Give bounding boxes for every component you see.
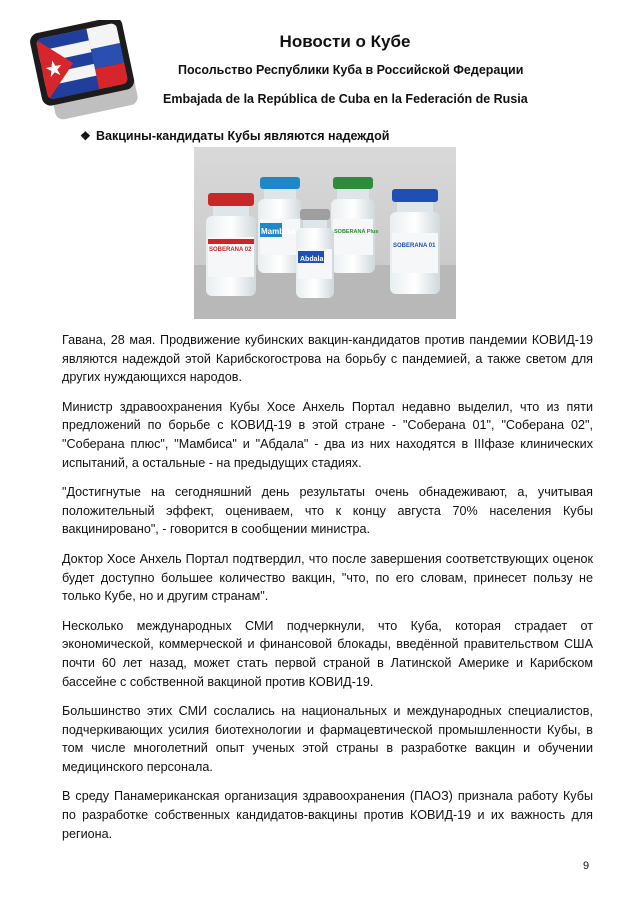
vial-label: SOBERANA Plus	[334, 229, 379, 235]
headline-text: Вакцины-кандидаты Кубы являются надеждой	[96, 129, 390, 143]
embassy-name-russian: Посольство Республики Куба в Российской Федерации	[178, 63, 524, 77]
vial-soberana-02	[206, 193, 256, 296]
embassy-name-spanish: Embajada de la República de Cuba en la Federación de Rusia	[163, 92, 528, 106]
vial-label: Mambisa	[261, 227, 296, 236]
vial-soberana-01	[390, 189, 440, 294]
vial-label: Abdala	[300, 256, 324, 263]
paragraph: Доктор Хосе Анхель Портал подтвердил, что после завершения соответствующих оценок будет доступно большее количество вакцин, "что, по его словам, принесет пользу не только Кубе, но и другим странам".	[62, 551, 593, 604]
paragraph: Министр здравоохранения Кубы Хосе Анхель Портал недавно выделил, что из пяти предложений по борьбе с КОВИД-19 в этой стране - "Соберана 01", "Соберана 02", "Соберана плюс", "Мамбиса" и "Абдала" - два из них находятся в IIIфазе клинических испытаний, а остальные - на предыдущих стадиях.	[62, 399, 593, 470]
paragraph: Гавана, 28 мая. Продвижение кубинских вакцин-кандидатов против пандемии КОВИД-19 являются надеждой этой Карибскогострова на борьбу с пандемией, а также светом для других нуждающихся народов.	[62, 333, 593, 385]
paragraph: Большинство этих СМИ сослались на национальных и международных специалистов, подчеркивающих усилия биотехнологии и фармацевтической промышленности Кубы, в том числе многолетний опыт ученых этой страны в разработке вакцин и обучении медицинского персонала.	[62, 704, 593, 774]
vial-label: SOBERANA 01	[393, 243, 436, 249]
article-body	[62, 331, 593, 854]
document-title: Новости о Кубе	[279, 32, 411, 51]
vaccine-vials-photo	[194, 147, 456, 319]
vial-mambisa	[258, 177, 302, 273]
vial-label: SOBERANA 02	[209, 247, 252, 253]
page-number: 9	[583, 860, 590, 872]
paragraph: "Достигнутые на сегодняшний день результаты очень обнадеживают, а, учитывая положительный эффект, оцениваем, что к концу августа 70% населения Кубы вакцинировано", - говорится в сообщении министра.	[62, 485, 593, 537]
article-headline	[80, 129, 389, 143]
paragraph: В среду Панамериканская организация здравоохранения (ПАОЗ) признала работу Кубы по разработке собственных кандидатов-вакцины против КОВИД-19 и их важность для региона.	[62, 789, 593, 841]
paragraph: Несколько международных СМИ подчеркнули, что Куба, которая страдает от экономической, коммерческой и финансовой блокады, введённой правительством США почти 60 лет назад, может стать первой страной в Латинской Америке и Карибском бассейне с собственной вакциной против КОВИД-19.	[62, 618, 593, 689]
diamond-bullet-icon: ❖	[80, 129, 91, 143]
